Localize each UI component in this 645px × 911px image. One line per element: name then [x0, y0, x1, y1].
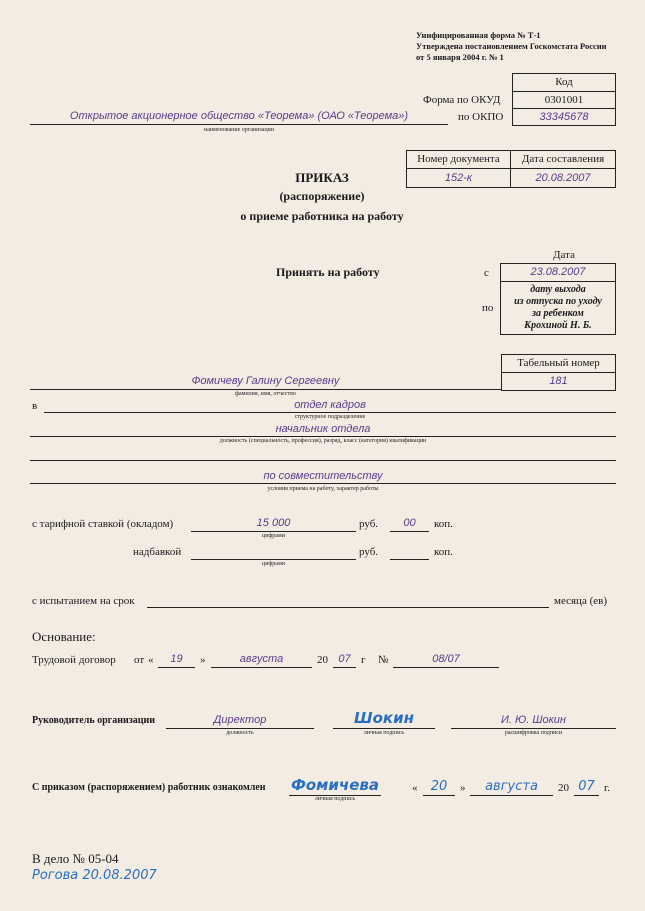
ack-open-quote: « — [412, 782, 418, 794]
hire-to-label: по — [482, 302, 494, 314]
conditions-caption: условия приема на работу, характер работы — [267, 486, 379, 492]
hire-to-box — [500, 281, 616, 335]
position-line — [30, 436, 616, 437]
page-title: ПРИКАЗ — [295, 170, 349, 185]
ack-day-line — [423, 795, 455, 796]
doc-date-header: Дата составления — [510, 150, 616, 169]
ack-year-prefix: 20 — [558, 782, 569, 794]
hire-to-line4: Крохиной Н. Б. — [524, 320, 592, 331]
hire-to-line3: за ребенком — [532, 308, 584, 319]
basis-label: Трудовой договор — [32, 654, 116, 666]
probation-label: с испытанием на срок — [32, 595, 135, 607]
form-header-line3: от 5 января 2004 г. № 1 — [416, 52, 504, 62]
basis-number-line — [393, 667, 499, 668]
head-position-line — [166, 728, 314, 729]
head-name: И. Ю. Шокин — [501, 714, 566, 726]
rate-kop-value: 00 — [403, 517, 416, 529]
basis-year-suffix: г — [361, 654, 366, 666]
department-prefix: в — [32, 400, 38, 412]
basis-year: 07 — [338, 653, 351, 665]
rate-kop-line — [390, 531, 429, 532]
rate-rub-label: руб. — [359, 518, 379, 530]
bonus-caption: цифрами — [262, 561, 285, 567]
ack-day: 20 — [430, 779, 448, 794]
basis-day-line — [158, 667, 195, 668]
page-subtitle: (распоряжение) — [279, 189, 365, 203]
head-label: Руководитель организации — [32, 715, 156, 726]
organization-caption: наименование организации — [204, 127, 274, 133]
okud-value: 0301001 — [512, 91, 616, 109]
hire-to-line1: дату выхода — [530, 284, 586, 295]
basis-from-label: от — [134, 654, 145, 666]
head-position: Директор — [213, 714, 267, 726]
rate-value: 15 000 — [256, 517, 291, 529]
form-header-line2: Утверждена постановлением Госкомстата России — [416, 41, 607, 51]
rate-caption: цифрами — [262, 533, 285, 539]
head-signature-line — [333, 728, 435, 729]
department-caption: структурное подразделение — [294, 414, 366, 420]
bonus-kop-line — [390, 559, 429, 560]
position-caption: должность (специальность, профессия), разряд, класс (категория) квалификации — [219, 438, 427, 444]
basis-open-quote: « — [148, 654, 154, 666]
employee-name: Фомичеву Галину Сергеевну — [191, 375, 340, 387]
hire-from-label: с — [484, 267, 489, 279]
filing-label: В дело № 05-04 — [32, 851, 119, 866]
ack-year-line — [574, 795, 599, 796]
basis-number-label: № — [378, 654, 389, 666]
form-header-line1: Унифицированная форма № Т-1 — [416, 30, 541, 40]
bonus-line — [191, 559, 356, 560]
department-value: отдел кадров — [294, 399, 366, 411]
organization-name: Открытое акционерное общество «Теорема» (ОАО «Теорема») — [69, 110, 409, 122]
ack-year-suffix: г. — [604, 782, 611, 794]
department-line — [44, 412, 616, 413]
head-signature: Шокин — [354, 709, 414, 727]
ack-close-quote: » — [460, 782, 466, 794]
doc-number-header: Номер документа — [406, 150, 511, 169]
head-name-caption: расшифровка подписи — [504, 730, 563, 736]
doc-number-value: 152-к — [406, 168, 511, 188]
hire-label: Принять на работу — [276, 265, 380, 279]
bonus-kop-label: коп. — [434, 546, 453, 558]
head-position-caption: должность — [226, 730, 254, 736]
doc-date-value: 20.08.2007 — [510, 168, 616, 188]
tab-number-header: Табельный номер — [501, 354, 616, 373]
rate-label: с тарифной ставкой (окладом) — [32, 518, 174, 530]
rate-kop-label: коп. — [434, 518, 453, 530]
organization-line — [30, 124, 448, 125]
filing-handwritten: Рогова 20.08.2007 — [32, 868, 157, 883]
basis-month: августа — [239, 653, 284, 665]
basis-year-line — [333, 667, 356, 668]
conditions-value: по совместительству — [263, 470, 383, 482]
okpo-value: 33345678 — [512, 108, 616, 126]
basis-header: Основание: — [32, 629, 96, 644]
hire-from-value: 23.08.2007 — [500, 263, 616, 282]
ack-month: августа — [485, 779, 538, 794]
code-header: Код — [512, 73, 616, 92]
basis-close-quote: » — [200, 654, 206, 666]
ack-signature-caption: личная подпись — [314, 796, 356, 802]
ack-signature: Фомичева — [290, 776, 380, 794]
position-line-2 — [30, 460, 616, 461]
basis-number: 08/07 — [432, 653, 460, 665]
bonus-label: надбавкой — [133, 546, 182, 558]
page-subject: о приеме работника на работу — [240, 209, 404, 223]
basis-month-line — [211, 667, 312, 668]
basis-day: 19 — [170, 653, 183, 665]
employee-name-caption: фамилия, имя, отчество — [235, 391, 296, 397]
basis-year-prefix: 20 — [317, 654, 328, 666]
ack-year: 07 — [578, 779, 595, 794]
bonus-rub-label: руб. — [359, 546, 379, 558]
probation-line — [147, 607, 549, 608]
head-name-line — [451, 728, 616, 729]
position-value: начальник отдела — [275, 423, 371, 435]
okud-label: Форма по ОКУД — [423, 94, 501, 106]
probation-unit: месяца (ев) — [554, 595, 607, 607]
ack-month-line — [470, 795, 553, 796]
tab-number-value: 181 — [501, 372, 616, 391]
conditions-line — [30, 483, 616, 484]
rate-line — [191, 531, 356, 532]
hire-date-header: Дата — [553, 249, 575, 261]
okpo-label: по ОКПО — [458, 111, 504, 123]
employee-name-line — [30, 389, 501, 390]
hire-to-line2: из отпуска по уходу — [514, 296, 602, 307]
ack-label: С приказом (распоряжением) работник ознакомлен — [32, 782, 266, 793]
head-signature-caption: личная подпись — [363, 730, 405, 736]
